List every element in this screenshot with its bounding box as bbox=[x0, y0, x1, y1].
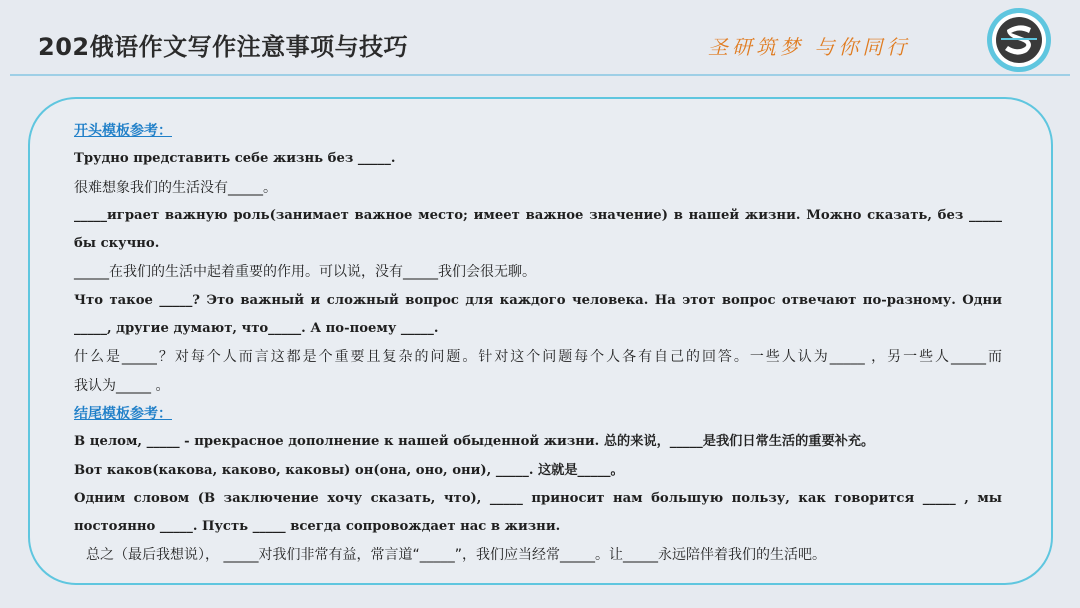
text-line: _____在我们的生活中起着重要的作用。可以说，没有_____我们会很无聊。 bbox=[74, 264, 536, 281]
text-line: 什么是_____？对每个人而言这都是个重要且复杂的问题。针对这个问题每个人各有自己的回答。一些人认为_____ ，另一些人_____而 bbox=[74, 349, 1002, 366]
text-line: _____играет важную роль(занимает важное место; имеет важное значение) в нашей жизни. Можно сказать, без _____ bbox=[74, 207, 1002, 223]
slogan: 圣研筑梦 与你同行 bbox=[708, 35, 911, 59]
opening-heading: 开头模板参考： bbox=[74, 123, 172, 139]
text-line: Трудно представить себе жизнь без _____. bbox=[74, 151, 396, 167]
text-line: Одним словом (В заключение хочу сказать, что), _____ приносит нам большую пользу, как говорится _____ , мы bbox=[74, 490, 1002, 506]
text-line: _____, другие думают, что_____. А по-поему _____. bbox=[74, 321, 439, 337]
text-line: Что такое _____? Это важный и сложный вопрос для каждого человека. На этот вопрос отвечают по-разному. Одни bbox=[74, 292, 1002, 308]
template-content bbox=[74, 117, 1002, 570]
page-title: 202俄语作文写作注意事项与技巧 bbox=[38, 33, 409, 61]
header-divider bbox=[10, 74, 1070, 76]
brand-logo-icon bbox=[985, 6, 1053, 74]
text-line: постоянно _____. Пусть _____ всегда сопровождает нас в жизни. bbox=[74, 519, 561, 535]
closing-heading: 结尾模板参考： bbox=[74, 405, 172, 422]
text-line: В целом, _____ - прекрасное дополнение к нашей обыденной жизни. 总的来说，_____是我们日常生活的重要补充。 bbox=[74, 434, 875, 450]
text-line: Вот каков(какова, каково, каковы) он(она, оно, они), _____. 这就是_____。 bbox=[74, 462, 624, 478]
text-line: 总之（最后我想说）， _____对我们非常有益，常言道“_____”，我们应当经常_____。让_____永远陪伴着我们的生活吧。 bbox=[86, 547, 826, 564]
text-line: бы скучно. bbox=[74, 236, 160, 252]
text-line: 我认为_____ 。 bbox=[74, 377, 170, 394]
text-line: 很难想象我们的生活没有_____。 bbox=[74, 179, 277, 196]
